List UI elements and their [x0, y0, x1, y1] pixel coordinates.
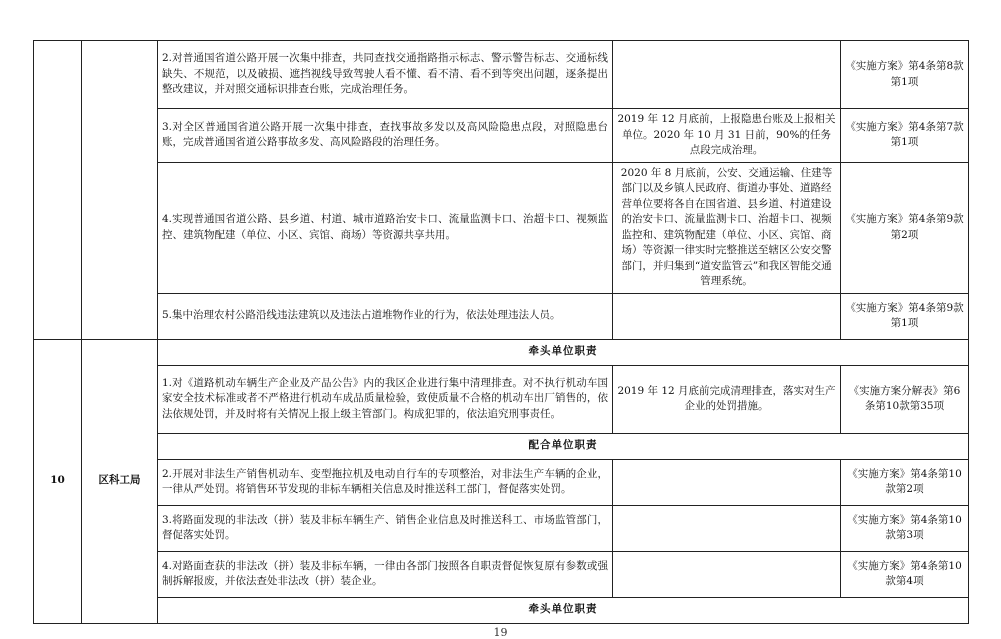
- prev-no-cell: [34, 41, 82, 340]
- table-row: [34, 109, 969, 163]
- basis-cell: 《实施方案》第4条第10款第4项: [841, 551, 969, 597]
- task-cell: 4.实现普通国省道公路、县乡道、村道、城市道路治安卡口、流量监测卡口、治超卡口、视频监控、建筑物配建（单位、小区、宾馆、商场）等资源共享共用。: [158, 162, 613, 293]
- table-row: [34, 551, 969, 597]
- table-row: [34, 365, 969, 433]
- deadline-cell: 2019 年 12 月底前，上报隐患台账及上报相关单位。2020 年 10 月 31 日前，90%的任务点段完成治理。: [613, 109, 841, 163]
- basis-cell: 《实施方案》第4条第9款第2项: [841, 162, 969, 293]
- section-header-row: [34, 339, 969, 365]
- lead-duty-header: 牵头单位职责: [158, 339, 969, 365]
- deadline-cell: [613, 505, 841, 551]
- basis-cell: 《实施方案》第4条第10款第3项: [841, 505, 969, 551]
- table-row: [34, 293, 969, 339]
- task-cell: 3.对全区普通国省道公路开展一次集中排查，查找事故多发以及高风险隐患点段，对照隐患台账，完成普通国省道公路事故多发、高风险路段的治理任务。: [158, 109, 613, 163]
- assist-duty-header: 配合单位职责: [158, 433, 969, 459]
- task-cell: 3.将路面发现的非法改（拼）装及非标车辆生产、销售企业信息及时推送科工、市场监管部门，督促落实处罚。: [158, 505, 613, 551]
- basis-cell: 《实施方案分解表》第6条第10款第35项: [841, 365, 969, 433]
- section-header-row: [34, 433, 969, 459]
- table-row: [34, 162, 969, 293]
- deadline-cell: [613, 459, 841, 505]
- responsibility-table: [33, 40, 969, 624]
- basis-cell: 《实施方案》第4条第8款第1项: [841, 41, 969, 109]
- deadline-cell: 2019 年 12 月底前完成清理排查，落实对生产企业的处罚措施。: [613, 365, 841, 433]
- deadline-cell: [613, 551, 841, 597]
- lead-duty-header-next: 牵头单位职责: [158, 597, 969, 623]
- dept-number: 10: [34, 339, 82, 623]
- dept-name: 区科工局: [82, 339, 158, 623]
- basis-cell: 《实施方案》第4条第10款第2项: [841, 459, 969, 505]
- task-cell: 4.对路面查获的非法改（拼）装及非标车辆，一律由各部门按照各自职责督促恢复原有参数或强制拆解报废，并依法查处非法改（拼）装企业。: [158, 551, 613, 597]
- task-cell: 5.集中治理农村公路沿线违法建筑以及违法占道堆物作业的行为，依法处理违法人员。: [158, 293, 613, 339]
- basis-cell: 《实施方案》第4条第9款第1项: [841, 293, 969, 339]
- deadline-cell: 2020 年 8 月底前，公安、交通运输、住建等部门以及乡镇人民政府、街道办事处、道路经营单位要将各自在国省道、县乡道、村道建设的治安卡口、流量监测卡口、治超卡口、视频监控和、建筑物配建（单位、小区、宾馆、商场）等资源一律实时完整推送至辖区公安交警部门，并归集到“道安监管云”和我区智能交通管理系统。: [613, 162, 841, 293]
- table-row: [34, 459, 969, 505]
- deadline-cell: [613, 41, 841, 109]
- deadline-cell: [613, 293, 841, 339]
- section-header-row: [34, 597, 969, 623]
- page-number: 19: [493, 626, 508, 639]
- task-cell: 2.对普通国省道公路开展一次集中排查，共同查找交通指路指示标志、警示警告标志、交通标线缺失、不规范，以及破损、遮挡视线导致驾驶人看不懂、看不清、看不到等突出问题，逐条提出整改建议，并对照交通标识排查台账，完成治理任务。: [158, 41, 613, 109]
- task-cell: 1.对《道路机动车辆生产企业及产品公告》内的我区企业进行集中清理排查。对不执行机动车国家安全技术标准或者不严格进行机动车成品质量检验，致使质量不合格的机动车出厂销售的，依法依规处罚，并及时将有关情况上报上级主管部门。构成犯罪的，依法追究刑事责任。: [158, 365, 613, 433]
- task-cell: 2.开展对非法生产销售机动车、变型拖拉机及电动自行车的专项整治，对非法生产车辆的企业，一律从严处罚。将销售环节发现的非标车辆相关信息及时推送科工部门，督促落实处罚。: [158, 459, 613, 505]
- table-row: [34, 41, 969, 109]
- table-row: [34, 505, 969, 551]
- prev-dept-cell: [82, 41, 158, 340]
- basis-cell: 《实施方案》第4条第7款第1项: [841, 109, 969, 163]
